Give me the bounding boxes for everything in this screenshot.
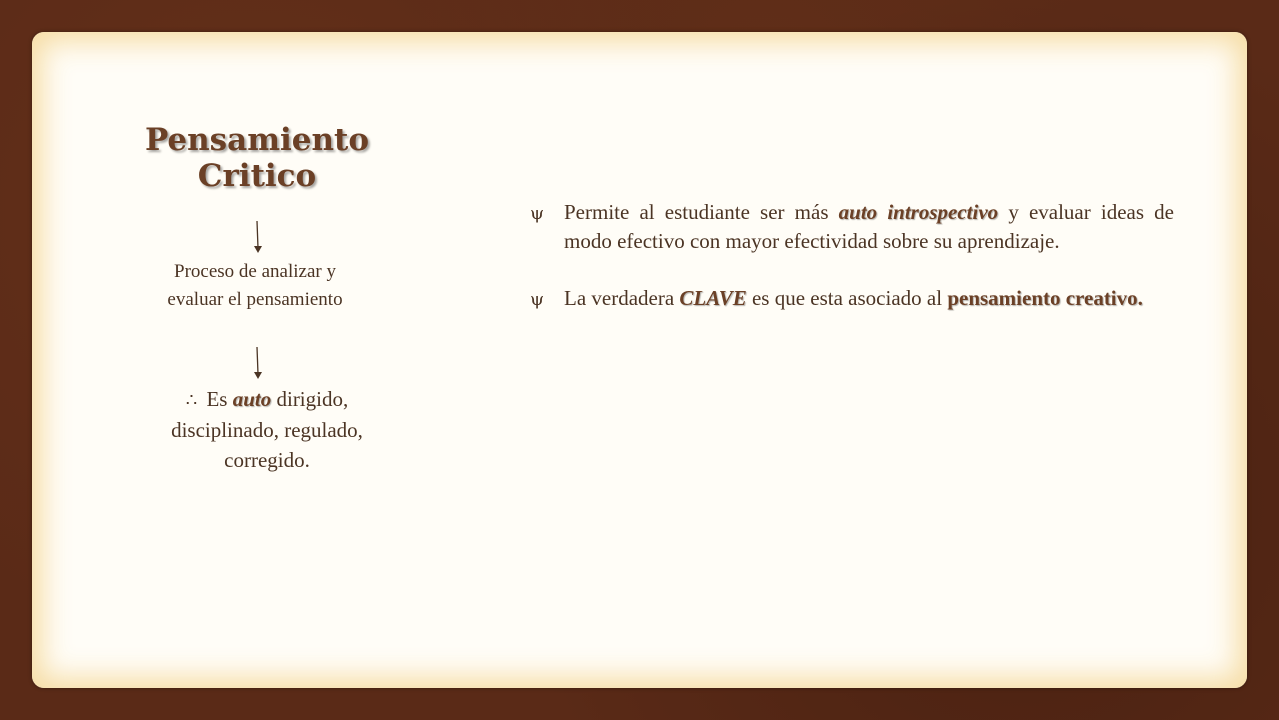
bullet-emphasis: CLAVE: [679, 286, 747, 310]
bullet-emphasis-2: pensamiento creativo.: [947, 286, 1143, 310]
bullet-text-post: y evaluar ideas de modo efectivo con mayor efectividad sobre su aprendizaje.: [564, 200, 1175, 253]
characteristic-text: [132, 384, 402, 475]
arrow-down-icon: [248, 346, 268, 382]
therefore-icon: ∴: [185, 390, 198, 410]
characteristic-post: dirigido, disciplinado, regulado, corregido.: [171, 387, 363, 472]
bullet-list: [530, 198, 1174, 341]
bullet-text-mid: es que esta asociado al: [751, 286, 943, 310]
bullet-text-pre: Permite al estudiante ser más: [564, 200, 829, 224]
characteristic-emphasis: auto: [232, 387, 272, 411]
psi-bullet-icon: ψ: [530, 203, 545, 224]
slide-title: Pensamiento Critico: [144, 122, 370, 194]
bullet-item: [530, 284, 1174, 313]
slide-card: [32, 32, 1247, 688]
characteristic-pre: Es: [206, 387, 228, 411]
bullet-emphasis: auto introspectivo: [838, 200, 999, 224]
bullet-item: [530, 198, 1174, 256]
definition-text: Proceso de analizar y evaluar el pensamiento: [167, 261, 343, 310]
arrow-down-icon: [248, 220, 268, 256]
bullet-text-pre: La verdadera: [564, 286, 675, 310]
psi-bullet-icon: ψ: [530, 289, 545, 310]
